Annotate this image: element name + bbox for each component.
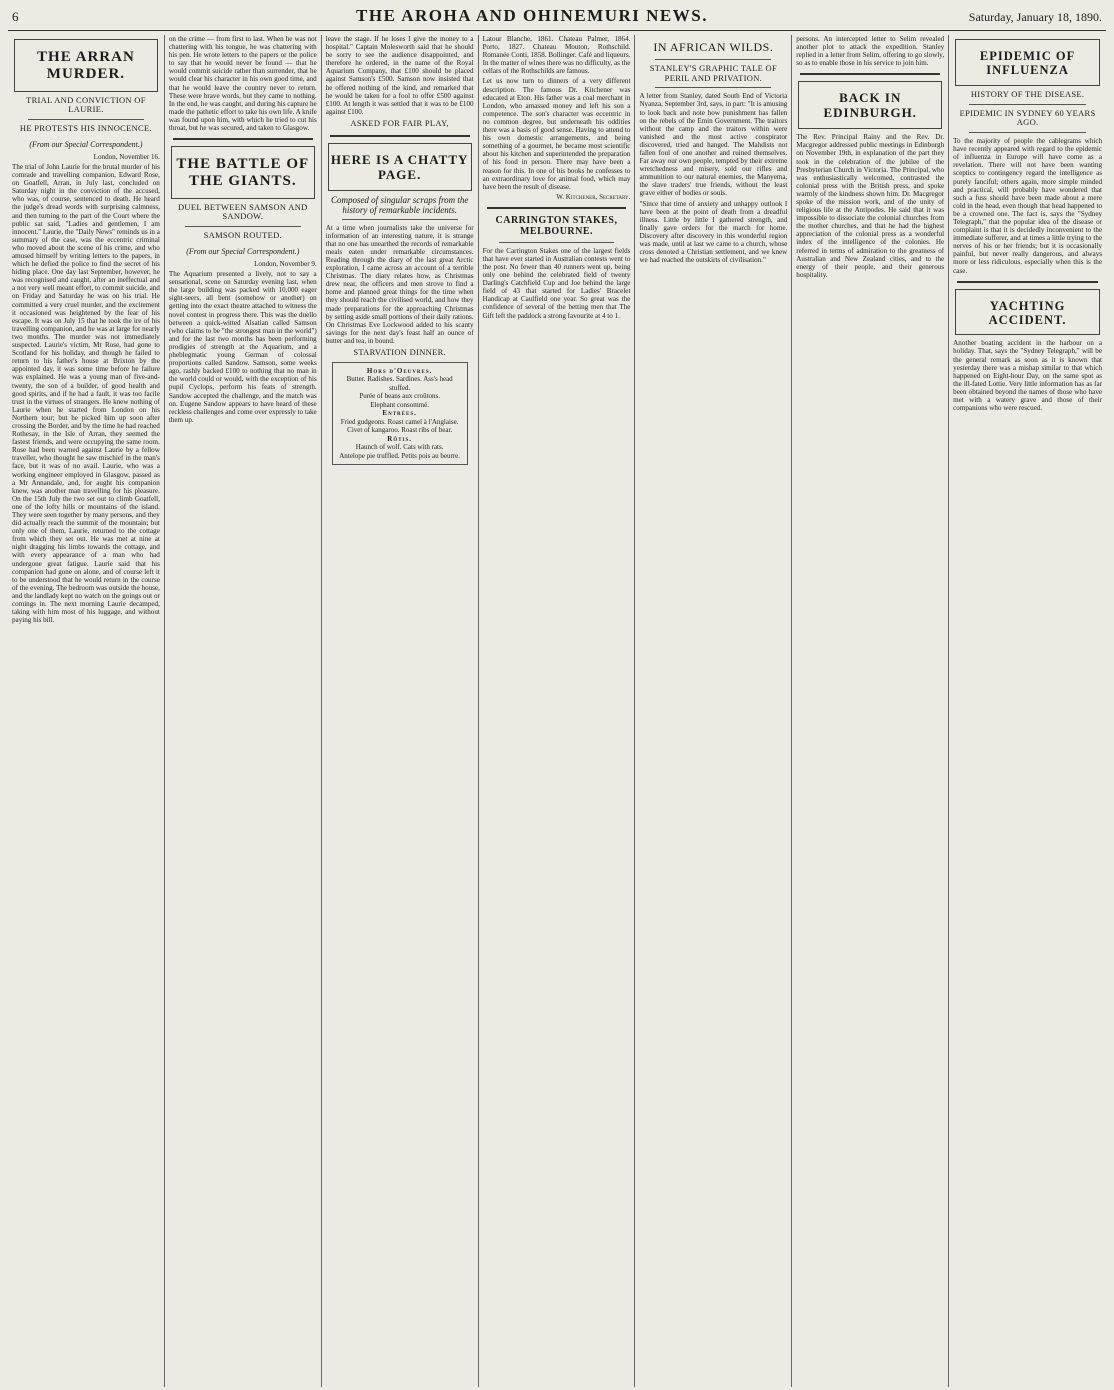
article-subtitle-giants-1: DUEL BETWEEN SAMSON AND SANDOW. (177, 201, 308, 222)
article-body-yachting: Another boating accident in the harbour on a holiday. That, says the "Sydney Telegraph," will be the general remark as soon as it is known that yesterday there was a mishap similar to that which happened on Eight-hour Day, on the same spot as the ill-fated Lottie. Very little information has as far been obtained beyond the names of those who have met with a watery grave and those of their companions who were rescued. (953, 339, 1103, 413)
chatty-header-box (328, 143, 472, 191)
issue-date: Saturday, January 18, 1890. (968, 10, 1102, 24)
subheading-starvation: STARVATION DINNER. (353, 346, 446, 357)
menu-line: Fried gudgeons. Roast camel à l'Anglaise. (340, 417, 459, 426)
menu-line: Rôtis. (387, 434, 413, 443)
article-body-influenza: To the majority of people the cablegrams which have recently appeared with regard to the epidemic of influenza in Europe will have come as a revelation. There will not have been wanting sceptics to contingency regard the intelligence as purely fanciful; others again, more simple minded and practical, will probably have wondered that such a fuss should have been made about a mere cold in the head, even though that head happened to be a crowned one. The fact is, says the "Sydney Telegraph," that the popular idea of the disease or complaint is that it is decidedly inconvenient to the immediate sufferer, and at times a little trying to the nerves of his or her friends; but it is occasionally painful, but never really dangerous, and always more or less ridiculous, especially when this is the case. (953, 137, 1103, 275)
article-title-edinburgh: BACK IN EDINBURGH. (823, 90, 917, 121)
article-body-african-cont: persons. An intercepted letter to Selim revealed another plot to attack the expedition. Stanley replied in a letter from Selim, offering to go slowly, so as to enable those in his service to join him. (796, 35, 945, 68)
columns (8, 35, 1106, 1387)
column-2 (165, 35, 322, 1387)
divider (487, 207, 627, 209)
column-4 (479, 35, 636, 1387)
article-body-giants-cont: leave the stage. If he loses I give the money to a hospital." Captain Molesworth said that he should be sorry to see the audience disappointed, and therefore he ordered, in the name of the Royal Aquarium Company, that £100 should be placed against Samson's £500. Samson now insisted that he offered nothing of the kind, and remarked that he would be taken for a fool to offer £500 against £100. At length it was settled that it was to be £100 against £100. (325, 35, 474, 116)
menu-line: Antelope pie truffled. Petits pois au beurre. (339, 451, 461, 460)
article-subtitle-giants-2: SAMSON ROUTED. (203, 230, 282, 241)
article-title-african: IN AFRICAN WILDS. (653, 40, 774, 54)
divider (957, 281, 1098, 283)
article-body-arran: The trial of John Laurie for the brutal murder of his comrade and travelling companion, Edward Rose, on Goatfell, Arran, in July last, concluded on Saturday night in the conviction of the accused, who was, of course, sentenced to death. He heard the judge's dread words with surprising calmness, and then turning to the part of the Court where the public sat said, "Ladies and gentlemen, I am innocent." Laurie, the "Daily News" reminds us in a summary of the case, was the eccentric criminal who moved about the scene of his crime, and who amused himself by writing letters to the papers, in which he defied the police to find the secret of his hiding place. One day last September, however, he was recognised and caught, after an ineffectual and a not very well meant effort, to commit suicide, and on Friday and Saturday he was on his trial. He committed a very cruel murder, and the excitement it occasioned was heightened by the fear of his escape. It was on July 15 that he took the ire of his travelling companion, and he was at large for nearly two months. The murder was not immediately suspected. Laurie's victim, Mr Rose, had gone to Scotland for his holiday, and though he failed to return to his father's house at Brixton by the appointed day, it was some time before he failure was explained. He was a young man of five-and-twenty, the son of a builder, of good health and good spirits, and if he had a fault, it was too facile trust in the virtues of strangers. He knew nothing of Laurie when he started from London on his Northern tour; but he picked him up soon after crossing the Border, and by the time he had reached Rothesay, in the Isle of Arran, they seemed the fastest friends, and were occupying the same room. Rose had been warned against Laurie by a fellow traveller, who thought he saw mischief in the man's face, but it was of no avail. Laurie, who was a working engineer employed in Glasgow, passed as a Mr Annandale, and, for aught his companion knew, was another man travelling for his pleasure. On the 15th July the two set out to climb Goatfell, one of the lofty hills or mountains of the island. They were seen together by many persons, and they did actually reach the summit of the mountain; but only one of them, Laurie, returned to the cottage from which they set out. He was met at nine at night dragging his limbs towards the cottage, and with every appearance of a man who had undergone great fatigue. Laurie said that his companion had gone on alone, and of course left it to be understood that he would return in the course of the evening. The bedroom was outside the house, and the landlady kept no watch on the goings out or comings in. The next morning Laurie decamped, taking with him most of his luggage, and without paying his bill. (12, 162, 160, 625)
arran-header-box (14, 39, 158, 92)
article-body-arran-cont: on the crime — from first to last. When he was not chattering with his tongue, he was chattering with his pen. He wrote letters to the papers or the police to say that he would never be found — that he would commit suicide rather than surrender, that he would clear his character in his own good time, and that he would leave the country never to return. These were brave words, but they came to nothing. In the end, he was caught, and during his capture he made the pathetic effort to take his own life. A knife was found upon him, with which he tried to cut his throat, but he was secured, and taken to Glasgow. (168, 35, 317, 133)
divider (499, 242, 615, 243)
column-5 (635, 35, 792, 1387)
article-subtitle-arran-2: HE PROTESTS HIS INNOCENCE. (19, 123, 152, 134)
divider (655, 59, 771, 60)
article-source-arran: (From our Special Correspondent.) (29, 139, 143, 149)
article-subtitle-african: STANLEY'S GRAPHIC TALE OF PERIL AND PRIVATION. (649, 62, 777, 83)
column-7 (949, 35, 1106, 1387)
column-3 (322, 35, 479, 1387)
subheading-influenza: EPIDEMIC IN SYDNEY 60 YEARS AGO. (959, 107, 1096, 128)
menu-line: Purée of beans aux croûtons. (359, 392, 440, 401)
article-body-carrington: For the Carrington Stakes one of the largest fields that have ever started in Australian contests went to the post. No fewer than 40 runners went up, being only one behind the celebrated field of twenty Darling's Catchfield Cup and Joe behind the large field of 43 that started for Ladies' Bracelet Handicap at Caulfield one year. So great was the confidence of several of the betting men that The Gift left the paddock a strong favourite at 4 to 1. (482, 246, 631, 320)
page-number: 6 (12, 9, 19, 24)
article-body-chatty: At a time when journalists take the universe for information of an interesting nature, it is strange that no one has unearthed the records of remarkable meals eaten under remarkable circumstances. Reading through the diary of the last great Arctic exploration, I came across an account of a terrible Christmas. The diary relates how, as Christmas drew near, the officers and men strove to find a home and planned great things for the time when they should reach the civilised world, and how they made preparations for the approaching Christmas by setting aside small portions of their daily rations. On Christmas Eve Lockwood added to his scanty savings for the next day's feast half an ounce of butter and tea, in bound. (325, 223, 474, 345)
divider (969, 132, 1086, 133)
column-6 (792, 35, 949, 1387)
edinburgh-header-box (798, 81, 942, 129)
article-title-carrington: CARRINGTON STAKES, MELBOURNE. (495, 214, 618, 238)
divider (173, 138, 313, 140)
subheading-fair-play: ASKED FOR FAIR PLAY, (350, 117, 449, 128)
article-body-african-2: "Since that time of anxiety and unhappy outlook I have been at the point of death from a dreadful illness. Little by little I gathered strength, and finally gave orders for the march for home. Discovery after discovery in this wonderful region was made, until at last we came to a church, whose cross denoted a Christian settlement, and we knew we had reached the outskirts of civilisation." (639, 199, 788, 265)
article-source-giants: (From our Special Correspondent.) (186, 246, 300, 256)
divider (655, 87, 771, 88)
menu-heading: Hors d'Oeuvres. (366, 366, 433, 375)
article-subtitle-chatty: Composed of singular scraps from the history of remarkable incidents. (330, 194, 469, 215)
menu-line: Elephant consommé. (370, 400, 429, 409)
divider (330, 135, 470, 137)
influenza-header-box (955, 39, 1100, 86)
signature-kitchener: W. Kitchener, Secretary. (556, 192, 631, 201)
dateline-giants: London, November 9. (254, 260, 317, 269)
article-title-influenza: EPIDEMIC OF INFLUENZA (979, 49, 1076, 78)
article-title-arran: THE ARRAN MURDER. (37, 49, 135, 83)
divider (342, 219, 458, 220)
menu-line: Civet of kangaroo. Roast ribs of bear. (347, 426, 453, 435)
newspaper-title: THE AROHA AND OHINEMURI NEWS. (356, 6, 708, 25)
article-title-chatty: HERE IS A CHATTY PAGE. (330, 151, 469, 182)
article-body-wines: Latour Blanche, 1861. Chateau Palmer, 1864. Porto, 1827. Chateau Mouton, Rothschild. Romanée Conti, 1858. Bollinger. Café and liqueurs. In the matter of wines there was no difficulty, as the cellars of the Rothschilds are famous. (482, 35, 631, 76)
divider (28, 119, 144, 120)
masthead (8, 6, 1106, 31)
article-body-kitchener: Let us now turn to dinners of a very different description. The famous Dr. Kitchener was educated at Eton. His father was a coal merchant in London, who amassed money and left his son a competence. The son's character was eccentric in no common degree, but underneath his oddities there was a basis of good sense. Having to attend to his own domestic arrangements, and being something of a gourmet, he became most scientific about his kitchen and superintended the preparation of his food in person. There may have been a reason for this. In one of his books he confesses to an extraordinary love for animal food, which may have been the result of disease. (482, 77, 631, 191)
divider (800, 73, 940, 75)
menu-line: Haunch of wolf. Cats with rats. (355, 443, 444, 452)
dateline-arran: London, November 16. (93, 152, 160, 161)
article-title-giants: THE BATTLE OF THE GIANTS. (176, 156, 310, 190)
divider (969, 104, 1086, 105)
yachting-header-box (955, 289, 1100, 336)
article-subtitle-influenza: HISTORY OF THE DISEASE. (970, 88, 1085, 99)
article-body-giants: The Aquarium presented a lively, not to say a sensational, scene on Saturday evening last, when the large building was packed with 10,000 eager sight-seers, all bent (somehow or another) on getting into the exact theatre attached to witness the novel contest in progress there. This was the duello between a quick-witted Alsatian called Samson (who claims to be "the strongest man in the world") and for the last two months has been performing prodigies of strength at the Aquarium, and a pheblegmatic young German of colossal proportions called Sandow. Samson, some weeks ago, rashly backed £100 to nothing that no man in the world could or would, with the exception of his pupil Cyclops, perform his feats of strength. Sandow accepted the challenge, and the match was on. Eugene Sandow appears to have heard of these reckless challenges and come over expressly to take them up. (168, 270, 317, 424)
column-1 (8, 35, 165, 1387)
article-body-edinburgh: The Rev. Principal Rainy and the Rev. Dr. Macgregor addressed public meetings in Edinburgh on November 19th, in explanation of the part they took in the celebration of the jubilee of the Presbyterian Church in Victoria. The Principal, who was enthusiastically welcomed, contrasted the colonial press with the British press, and spoke warmly of the kindness shown him. Dr. Macgregor spoke of the mission work, and of the unity of religious life at the Antipodes. He said that it was impossible to dissociate the colonial churches from the mother churches, and that he had the highest appreciation of the colonial press as a wonderful index of the intelligence of the colonies. He referred in terms of admiration to the greatness of Australian and New Zealand cities, and to the energy of their people, and their generous hospitality. (796, 133, 945, 279)
menu-line: Entrées. (382, 409, 417, 418)
article-subtitle-arran-1: TRIAL AND CONVICTION OF LAURIE. (26, 94, 146, 115)
giants-header-box (171, 146, 315, 199)
menu-line: Butter. Radishes. Sardines. Ass's head stuffed. (346, 375, 453, 392)
divider (185, 226, 301, 227)
article-body-african: A letter from Stanley, dated South End of Victoria Nyanza, September 3rd, says, in part: "It is amusing to look back and note how punishment has fallen on the rebels of the Emin Government. The traitors without the camp and the traitors within were vanished and the most active conspirator discovered, tried and hanged. The Mahdists not fallen foul of one another and ruined themselves. Far away our own people, tempted by their extreme wretchedness and misery, sold our rifles and ammunition to our natural enemies, the Manyema, the slave traders' true friends, without the least grave either of bodies or souls. (639, 92, 788, 198)
article-title-yachting: YACHTING ACCIDENT. (988, 298, 1067, 328)
starvation-menu (332, 362, 468, 466)
